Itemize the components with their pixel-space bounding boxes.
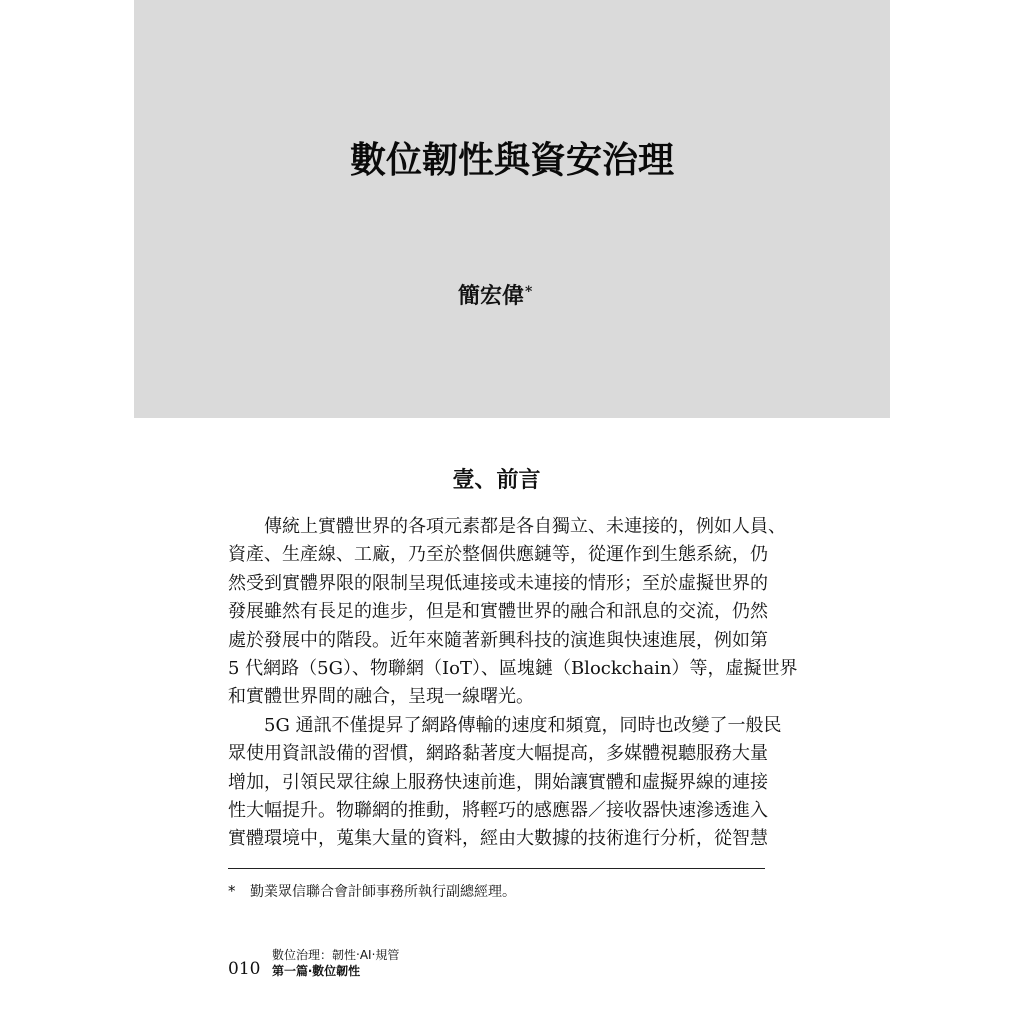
- text-line: 眾使用資訊設備的習慣，網路黏著度大幅提高，多媒體視聽服務大量: [228, 743, 768, 765]
- running-book-title: 數位治理：韌性‧AI‧規管: [272, 948, 400, 962]
- section-heading: 壹、前言: [452, 467, 541, 493]
- paragraph: [228, 513, 798, 712]
- text-line: 然受到實體界限的限制呈現低連接或未連接的情形；至於虛擬世界的: [228, 572, 768, 594]
- text-line: 傳統上實體世界的各項元素都是各自獨立、未連接的，例如人員、: [264, 516, 786, 537]
- footnote-rule: [228, 868, 765, 869]
- title-band: [134, 0, 890, 418]
- author-footnote-mark: *: [525, 284, 533, 300]
- running-part-title: 第一篇‧數位韌性: [272, 964, 361, 978]
- author-name: 簡宏偉: [458, 283, 525, 309]
- text-line: 發展雖然有長足的進步，但是和實體世界的融合和訊息的交流，仍然: [228, 601, 768, 623]
- paragraph: [228, 712, 782, 854]
- text-line: 實體環境中，蒐集大量的資料，經由大數據的技術進行分析，從智慧: [228, 828, 768, 850]
- footnote: [228, 880, 765, 903]
- text-line: 增加，引領民眾往線上服務快速前進，開始讓實體和虛擬界線的連接: [228, 771, 768, 793]
- text-line: 性大幅提升。物聯網的推動，將輕巧的感應器／接收器快速滲透進入: [228, 799, 768, 821]
- body-text: [228, 513, 798, 854]
- footnote-text: 勤業眾信聯合會計師事務所執行副總經理。: [250, 884, 516, 900]
- footnote-mark: *: [228, 882, 236, 900]
- text-line: 處於發展中的階段。近年來隨著新興科技的演進與快速進展，例如第: [228, 629, 768, 651]
- text-line: 和實體世界間的融合，呈現一線曙光。: [228, 686, 534, 708]
- chapter-title: 數位韌性與資安治理: [349, 139, 674, 181]
- text-line: 5 代網路（5G）、物聯網（IoT）、區塊鏈（Blockchain）等，虛擬世界: [228, 657, 798, 679]
- page-number: 010: [228, 959, 261, 979]
- text-line: 資產、生產線、工廠，乃至於整個供應鏈等，從運作到生態系統，仍: [228, 544, 768, 566]
- text-line: 5G 通訊不僅提昇了網路傳輸的速度和頻寬，同時也改變了一般民: [264, 714, 782, 736]
- author-line: [458, 282, 558, 310]
